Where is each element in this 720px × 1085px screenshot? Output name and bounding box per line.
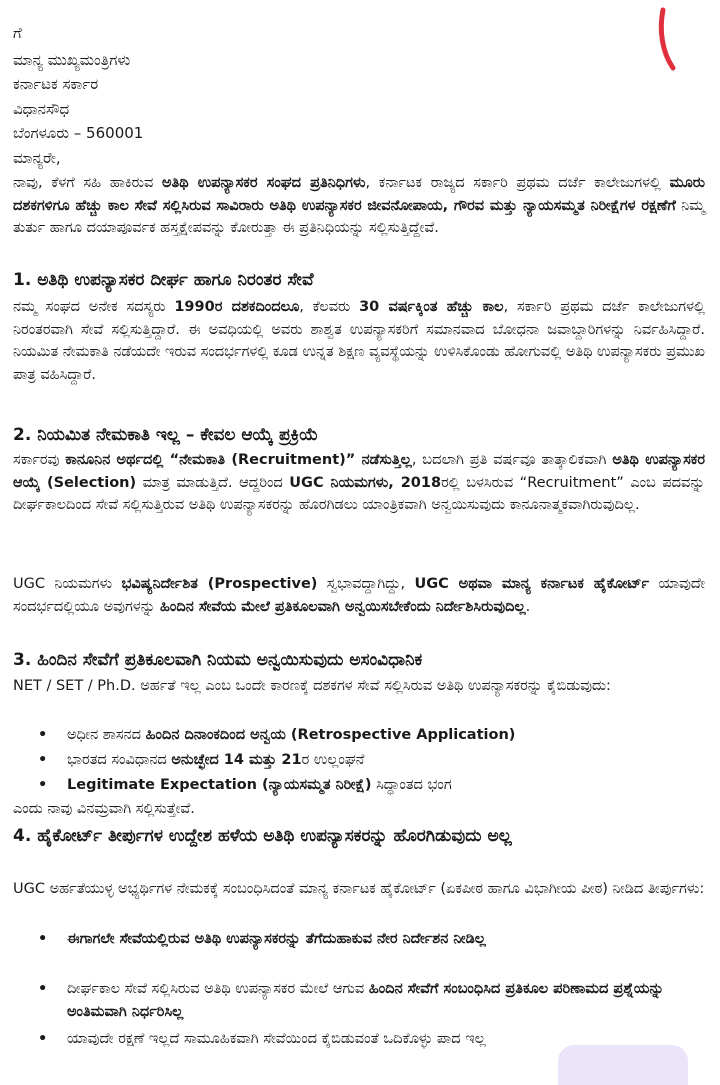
- bullet-text: [67, 774, 706, 797]
- section-3-bullet: [38, 749, 706, 772]
- text-run: ನಾವು, ಕೆಳಗೆ ಸಹಿ ಹಾಕಿರುವ: [13, 175, 162, 191]
- bold-text-run: ಮೂರು ದಶಕಗಳಿಗೂ ಹೆಚ್ಚು ಕಾಲ ಸೇವೆ ಸಲ್ಲಿಸಿರುವ ಸಾವಿರಾರು ಅತಿಥಿ ಉಪನ್ಯಾಸಕರ ಜೀವನೋಪಾಯ, ಗೌರವ ಮತ್ತು ನ್ಯಾಯಸಮ್ಮತ ನಿರೀಕ್ಷೆಗಳ ರಕ್ಷಣೆಗೆ: [13, 175, 705, 214]
- text-run: UGC ನಿಯಮಗಳು: [13, 576, 122, 592]
- section-3-closing: ಎಂದು ನಾವು ವಿನಮ್ರವಾಗಿ ಸಲ್ಲಿಸುತ್ತೇವೆ.: [13, 801, 195, 817]
- text-run: NET / SET / Ph.D. ಅರ್ಹತೆ ಇಲ್ಲ ಎಂಬ ಒಂದೇ ಕಾರಣಕ್ಕೆ ದಶಕಗಳ ಸೇವೆ ಸಲ್ಲಿಸಿರುವ ಅತಿಥಿ ಉಪನ್ಯಾಸಕರನ್ನು ಕೈಬಿಡುವುದು:: [13, 678, 611, 694]
- bullet-icon: •: [38, 931, 48, 947]
- bold-text-run: ಅನುಚ್ಛೇದ 14 ಮತ್ತು 21: [171, 752, 302, 768]
- bold-text-run: 1990ರ ದಶಕದಿಂದಲೂ: [174, 299, 300, 315]
- bold-text-run: UGC ನಿಯಮಗಳು, 2018: [289, 474, 442, 491]
- bullet-icon: •: [38, 727, 48, 743]
- address-government: ಕರ್ನಾಟಕ ಸರ್ಕಾರ: [13, 75, 99, 93]
- text-run: ರಲ್ಲಿ ಬಳಸಿರುವ “Recruitment” ಎಂಬ ಪದವನ್ನು ದೀರ್ಘಕಾಲದಿಂದ ಸೇವೆ ಸಲ್ಲಿಸುತ್ತಿರುವ ಅತಿಥಿ ಉಪನ್ಯಾಸಕರನ್ನು ಹೊರಗಿಡಲು ಯಾಂತ್ರಿಕವಾಗಿ ಅನ್ವಯಿಸುವುದು ಕಾನೂನಾತ್ಮಕವಾಗಿರುವುದಿಲ್ಲ.: [13, 474, 705, 514]
- address-recipient: ಮಾನ್ಯ ಮುಖ್ಯಮಂತ್ರಿಗಳು: [13, 51, 131, 69]
- text-run: ಮಾತ್ರ ಮಾಡುತ್ತಿದೆ. ಆದ್ದರಿಂದ: [136, 474, 290, 491]
- text-run: ಭಾರತದ ಸಂವಿಧಾನದ: [67, 752, 172, 768]
- bullet-text: [67, 724, 706, 747]
- bold-text-run: ಹಿಂದಿನ ಸೇವೆಗೆ ಸಂಬಂಧಿಸಿದ ಪ್ರತಿಕೂಲ ಪರಿಣಾಮದ ಪ್ರಶ್ನೆಯನ್ನು ಅಂತಿಮವಾಗಿ ನಿರ್ಧರಿಸಿಲ್ಲ: [67, 981, 664, 1020]
- overlay-shape: [558, 1045, 688, 1085]
- section-4-paragraph: [13, 878, 705, 901]
- section-3-bullet: [38, 774, 706, 797]
- section-2-heading: 2. ನಿಯಮಿತ ನೇಮಕಾತಿ ಇಲ್ಲ – ಕೇವಲ ಆಯ್ಕೆ ಪ್ರಕ್ರಿಯೆ: [13, 425, 319, 445]
- section-4-bullet: [38, 928, 706, 951]
- bold-text-run: 30 ವರ್ಷಕ್ಕಿಂತ ಹೆಚ್ಚು ಕಾಲ: [359, 299, 504, 315]
- bullet-icon: •: [38, 752, 48, 768]
- text-run: , ಬದಲಾಗಿ ಪ್ರತಿ ವರ್ಷವೂ ತಾತ್ಕಾಲಿಕವಾಗಿ: [411, 452, 613, 468]
- text-run: ರ ಉಲ್ಲಂಘನೆ: [301, 752, 365, 768]
- text-run: ಅಧೀನ ಶಾಸನದ: [67, 727, 146, 743]
- bullet-text: [67, 928, 706, 951]
- bold-text-run: ಭವಿಷ್ಯನಿರ್ದೇಶಿತ (Prospective): [121, 576, 318, 592]
- section-4-bullet: [38, 978, 706, 1023]
- text-run: , ಕೆಲವರು: [299, 299, 360, 315]
- address-city-pin: ಬೆಂಗಳೂರು – 560001: [13, 124, 144, 142]
- text-run: UGC ಅರ್ಹತೆಯುಳ್ಳ ಅಭ್ಯರ್ಥಿಗಳ ನೇಮಕಕ್ಕೆ ಸಂಬಂಧಿಸಿದಂತೆ ಮಾನ್ಯ ಕರ್ನಾಟಕ ಹೈಕೋರ್ಟ್ (ಏಕಪೀಠ ಹಾಗೂ ವಿಭಾಗೀಯ ಪೀಠ) ನೀಡಿದ ತೀರ್ಪುಗಳು:: [13, 881, 705, 897]
- address-to: ಗೆ: [13, 24, 22, 42]
- bold-text-run: UGC ಅಥವಾ ಮಾನ್ಯ ಕರ್ನಾಟಕ ಹೈಕೋರ್ಟ್: [414, 576, 649, 592]
- text-run: ಸರ್ಕಾರವು: [13, 452, 66, 468]
- bullet-icon: •: [38, 777, 48, 793]
- text-run: ನಿಮ್ಮ ತುರ್ತು ಹಾಗೂ ದಯಾಪೂರ್ವಕ ಹಸ್ತಕ್ಷೇಪವನ್ನು ಕೋರುತ್ತಾ ಈ ಪ್ರತಿನಿಧಿಯನ್ನು ಸಲ್ಲಿಸುತ್ತಿದ್ದೇವೆ.: [13, 197, 705, 237]
- text-run: ದೀರ್ಘಕಾಲ ಸೇವೆ ಸಲ್ಲಿಸಿರುವ ಅತಿಥಿ ಉಪನ್ಯಾಸಕರ ಮೇಲೆ ಆಗುವ: [67, 981, 369, 997]
- bold-text-run: ಹಿಂದಿನ ಸೇವೆಯ ಮೇಲೆ ಪ್ರತಿಕೂಲವಾಗಿ ಅನ್ವಯಿಸಬೇಕೆಂದು ನಿರ್ದೇಶಿಸಿರುವುದಿಲ್ಲ: [159, 598, 526, 615]
- section-4-heading: 4. ಹೈಕೋರ್ಟ್ ತೀರ್ಪುಗಳ ಉದ್ದೇಶ ಹಳೆಯ ಅತಿಥಿ ಉಪನ್ಯಾಸಕರನ್ನು ಹೊರಗಿಡುವುದು ಅಲ್ಲ: [13, 826, 512, 846]
- text-run: , ಸರ್ಕಾರಿ ಪ್ರಥಮ ದರ್ಜೆ ಕಾಲೇಜುಗಳಲ್ಲಿ ನಿರಂತರವಾಗಿ ಸೇವೆ ಸಲ್ಲಿಸುತ್ತಿದ್ದಾರೆ. ಈ ಅವಧಿಯಲ್ಲಿ ಅವರು ಶಾಶ್ವತ ಉಪನ್ಯಾಸಕರಿಗೆ ಸಮಾನವಾದ ಬೋಧನಾ ಜವಾಬ್ದಾರಿಗಳನ್ನು ನಿರ್ವಹಿಸಿದ್ದಾರೆ. ನಿಯಮಿತ ನೇಮಕಾತಿ ನಡೆಯದೇ ಇರುವ ಸಂದರ್ಭಗಳಲ್ಲಿ ಕೂಡ ಉನ್ನತ ಶಿಕ್ಷಣ ವ್ಯವಸ್ಥೆಯನ್ನು ಉಳಿಸಿಕೊಂಡು ಹೋಗುವಲ್ಲಿ ಅತಿಥಿ ಉಪನ್ಯಾಸಕರು ಪ್ರಮುಖ ಪಾತ್ರ ವಹಿಸಿದ್ದಾರೆ.: [13, 299, 705, 383]
- bold-text-run: ಹಿಂದಿನ ದಿನಾಂಕದಿಂದ ಅನ್ವಯ (Retrospective Application): [145, 727, 516, 743]
- bold-text-run: ಕಾನೂನಿನ ಅರ್ಥದಲ್ಲಿ “ನೇಮಕಾತಿ (Recruitment)” ನಡೆಸುತ್ತಿಲ್ಲ: [65, 452, 412, 468]
- intro-paragraph: [13, 172, 705, 240]
- address-office: ವಿಧಾನಸೌಧ: [13, 100, 70, 118]
- text-run: , ಕರ್ನಾಟಕ ರಾಜ್ಯದ ಸರ್ಕಾರಿ ಪ್ರಥಮ ದರ್ಜೆ ಕಾಲೇಜುಗಳಲ್ಲಿ: [365, 175, 670, 191]
- bullet-icon: •: [38, 1031, 48, 1047]
- bullet-text: [67, 749, 706, 772]
- text-run: ಯಾವುದೇ ಸಂದರ್ಭದಲ್ಲಿಯೂ ಅವುಗಳನ್ನು: [13, 576, 705, 615]
- bold-text-run: ಅತಿಥಿ ಉಪನ್ಯಾಸಕರ ಆಯ್ಕೆ (Selection): [13, 452, 705, 491]
- bullet-text: [67, 978, 706, 1023]
- section-2-paragraph-2: [13, 573, 705, 618]
- bold-text-run: ಅತಿಥಿ ಉಪನ್ಯಾಸಕರ ಸಂಘದ ಪ್ರತಿನಿಧಿಗಳು: [161, 175, 366, 191]
- text-run: .: [525, 598, 531, 615]
- section-1-heading: 1. ಅತಿಥಿ ಉಪನ್ಯಾಸಕರ ದೀರ್ಘ ಹಾಗೂ ನಿರಂತರ ಸೇವೆ: [13, 270, 314, 290]
- section-2-paragraph-1: [13, 449, 705, 517]
- section-3-heading: 3. ಹಿಂದಿನ ಸೇವೆಗೆ ಪ್ರತಿಕೂಲವಾಗಿ ನಿಯಮ ಅನ್ವಯಿಸುವುದು ಅಸಂವಿಧಾನಿಕ: [13, 650, 423, 670]
- section-3-paragraph: [13, 675, 705, 698]
- salutation: ಮಾನ್ಯರೇ,: [13, 149, 61, 167]
- bold-text-run: Legitimate Expectation (ನ್ಯಾಯಸಮ್ಮತ ನಿರೀಕ್ಷೆ): [67, 777, 372, 793]
- text-run: ಸ್ವಭಾವದ್ದಾಗಿದ್ದು,: [317, 576, 415, 592]
- text-run: ಸಿದ್ಧಾಂತದ ಭಂಗ: [371, 777, 452, 793]
- section-1-paragraph: [13, 296, 705, 386]
- text-run: ಯಾವುದೇ ರಕ್ಷಣೆ ಇಲ್ಲದೆ ಸಾಮೂಹಿಕವಾಗಿ ಸೇವೆಯಿಂದ ಕೈಬಿಡುವಂತೆ ಒದಿಕೊಳ್ಳು ಪಾದ ಇಲ್ಲ: [67, 1031, 486, 1047]
- bold-text-run: ಈಗಾಗಲೇ ಸೇವೆಯಲ್ಲಿರುವ ಅತಿಥಿ ಉಪನ್ಯಾಸಕರನ್ನು ತೆಗೆದುಹಾಕುವ ನೇರ ನಿರ್ದೇಶನ ನೀಡಿಲ್ಲ: [67, 931, 486, 947]
- text-run: ನಮ್ಮ ಸಂಘದ ಅನೇಕ ಸದಸ್ಯರು: [13, 299, 175, 315]
- bullet-icon: •: [38, 981, 48, 997]
- section-3-bullet: [38, 724, 706, 747]
